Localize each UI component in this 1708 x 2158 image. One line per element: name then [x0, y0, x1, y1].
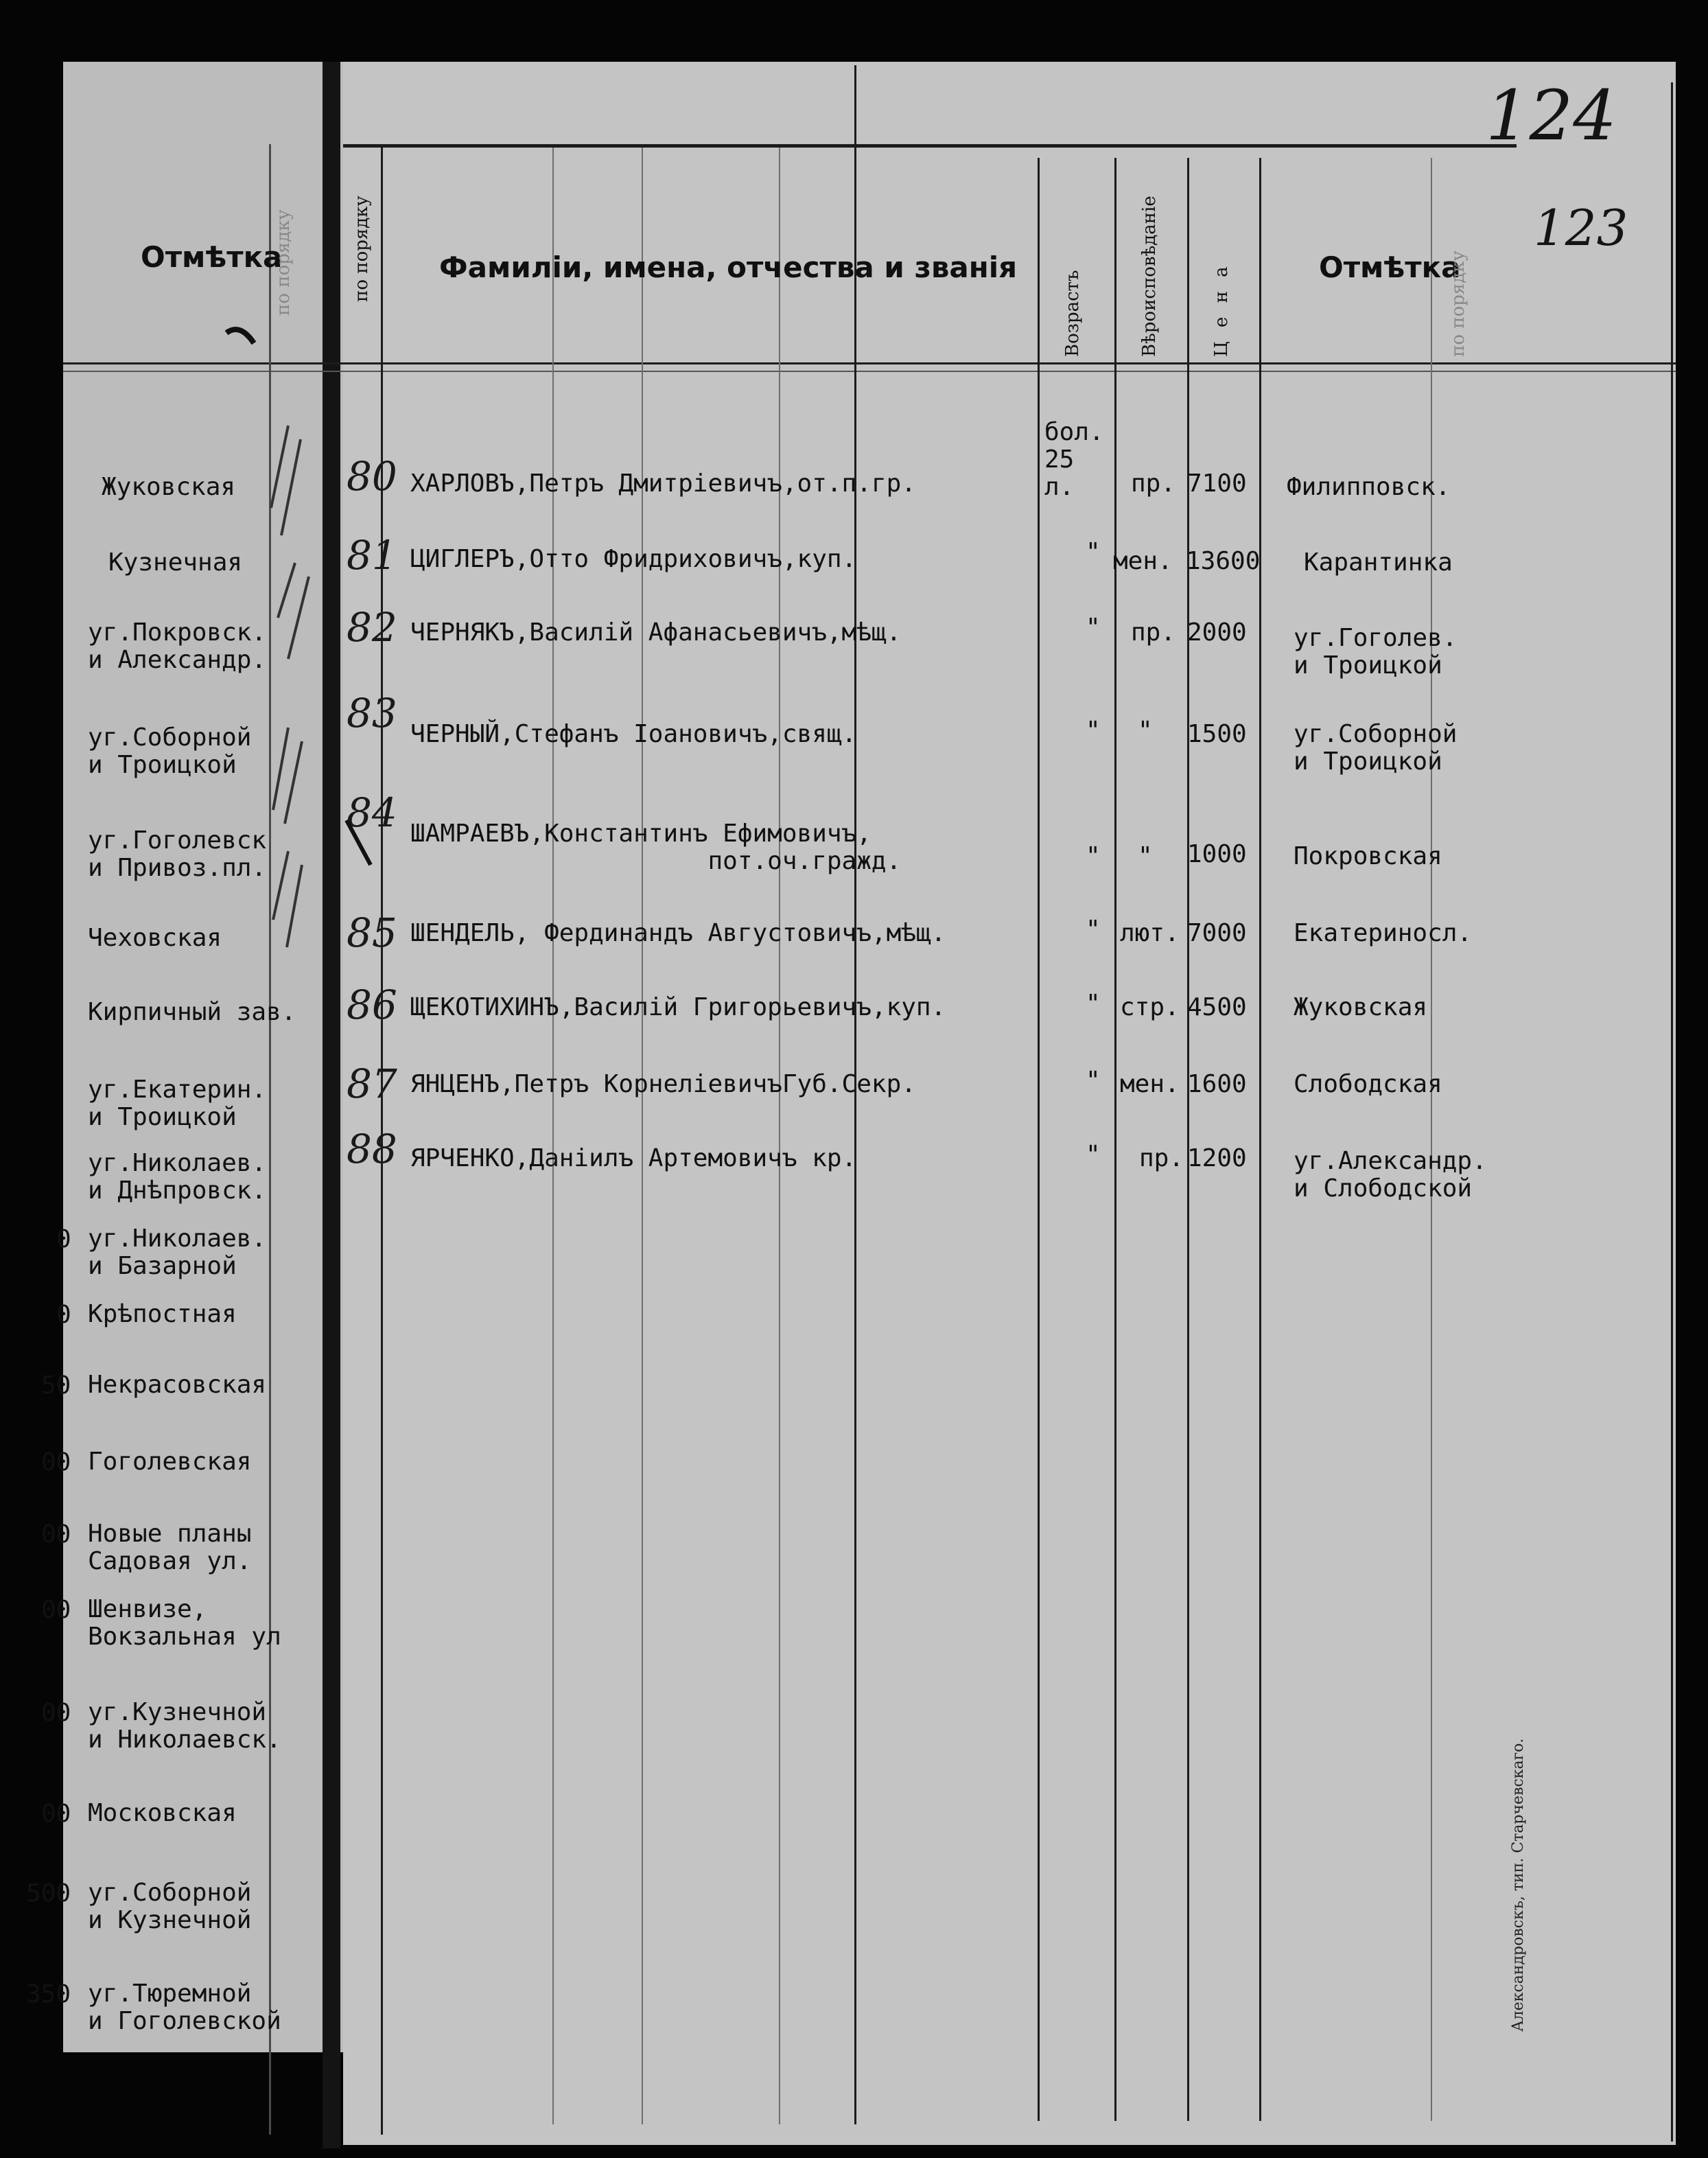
header-top-rule	[343, 144, 1517, 148]
row-age: "	[1086, 1067, 1101, 1095]
row-religion: пр.	[1131, 469, 1176, 498]
row-number: 81	[347, 532, 397, 579]
names-header: Фамиліи, имена, отчества и званія	[439, 251, 1018, 284]
left-prefix: 350	[26, 1980, 71, 2008]
left-page-strip	[63, 62, 344, 2052]
row-age: "	[1086, 717, 1101, 745]
row-mark: уг.Гоголев. и Троицкой	[1294, 624, 1458, 680]
row-religion: пр.	[1131, 618, 1176, 647]
row-religion: стр.	[1120, 993, 1180, 1021]
order-header: по порядку	[351, 196, 372, 302]
row-address: Чеховская	[88, 924, 222, 952]
left-entry: Крѣпостная	[88, 1300, 237, 1328]
left-prefix: 00	[41, 1596, 71, 1624]
left-mark-header: Отмѣтка	[141, 240, 283, 274]
main-page	[343, 62, 1676, 2145]
row-age: "	[1086, 990, 1101, 1018]
row-name: ЧЕРНЫЙ,Стефанъ Іоановичъ,свящ.	[410, 720, 857, 748]
row-price: 7000	[1187, 919, 1247, 947]
col-rule-faint-1	[552, 148, 554, 2124]
price-header: Ц е н а	[1211, 262, 1232, 357]
row-number: 85	[347, 909, 397, 956]
row-address: уг.Гоголевск и Привоз.пл.	[88, 826, 267, 882]
row-address: уг.Екатерин. и Троицкой	[88, 1076, 267, 1131]
left-prefix: 00	[41, 1448, 71, 1476]
row-religion: мен.	[1113, 547, 1173, 575]
row-religion: "	[1138, 842, 1153, 870]
left-prefix: 0	[56, 1225, 71, 1253]
header-bottom-rule	[63, 362, 1676, 364]
row-price: 1500	[1187, 720, 1247, 748]
row-address: Кузнечная	[108, 548, 243, 577]
row-price: 13600	[1186, 547, 1261, 575]
col-rule-faint-3	[779, 148, 780, 2124]
row-religion: "	[1138, 717, 1153, 745]
age-col-rule	[1038, 158, 1040, 2121]
religion-col-rule	[1114, 158, 1116, 2121]
binding-spine	[323, 62, 340, 2148]
row-price: 1000	[1187, 840, 1247, 868]
row-number: 88	[347, 1126, 397, 1172]
left-entry: Московская	[88, 1799, 237, 1827]
row-price: 7100	[1187, 469, 1247, 498]
col-rule-faint-2	[642, 148, 643, 2124]
left-prefix: 50	[41, 1371, 71, 1400]
row-price: 1200	[1187, 1144, 1247, 1172]
left-entry: Новые планы Садовая ул.	[88, 1520, 252, 1575]
left-prefix: 00	[41, 1699, 71, 1727]
page-number-123: 123	[1534, 199, 1628, 257]
religion-header: Вѣроисповѣданіе	[1139, 196, 1160, 357]
row-name: ЩЕКОТИХИНЪ,Василій Григорьевичъ,куп.	[410, 993, 946, 1021]
row-name: ЯНЦЕНЪ,Петръ КорнеліевичъГуб.Секр.	[410, 1070, 916, 1098]
row-price: 2000	[1187, 618, 1247, 647]
left-entry: Шенвизе, Вокзальная ул	[88, 1595, 281, 1651]
row-age: "	[1086, 538, 1101, 566]
row-name: ЧЕРНЯКЪ,Василій Афанасьевичъ,мѣщ.	[410, 618, 902, 647]
right-mark-header: Отмѣтка	[1319, 251, 1461, 284]
age-header: Возрастъ	[1062, 270, 1083, 357]
row-price: 1600	[1187, 1070, 1247, 1098]
row-name: ШАМРАЕВЪ,Константинъ Ефимовичъ, пот.оч.гражд.	[410, 820, 902, 875]
left-entry: Гоголевская	[88, 1448, 252, 1476]
left-entry: уг.Кузнечной и Николаевск.	[88, 1698, 281, 1754]
row-religion: пр.	[1139, 1144, 1184, 1172]
row-mark: Жуковская	[1294, 993, 1428, 1021]
row-number: 83	[347, 690, 397, 736]
right-order-rule	[1431, 158, 1432, 2121]
row-address: Кирпичный зав.	[88, 998, 296, 1026]
row-name: ЦИГЛЕРЪ,Отто Фридриховичъ,куп.	[410, 545, 857, 573]
left-entry: уг.Соборной и Кузнечной	[88, 1879, 252, 1934]
left-entry: уг.Николаев. и Базарной	[88, 1225, 267, 1280]
row-age: "	[1086, 842, 1101, 870]
left-prefix: 500	[26, 1879, 71, 1907]
left-entry: Некрасовская	[88, 1371, 267, 1399]
row-name: ШЕНДЕЛЬ, Фердинандъ Августовичъ,мѣщ.	[410, 919, 946, 947]
row-age: бол. 25 л.	[1044, 418, 1104, 501]
row-mark: уг.Александр. и Слободской	[1294, 1147, 1487, 1203]
row-name: ХАРЛОВЪ,Петръ Дмитріевичъ,от.п.гр.	[410, 469, 916, 498]
left-prefix: 0	[56, 1301, 71, 1329]
row-mark: Покровская	[1294, 842, 1442, 870]
printer-imprint: Александровскъ, тип. Старчевскаго.	[1510, 1738, 1527, 2032]
row-age: "	[1086, 916, 1101, 944]
row-name: ЯРЧЕНКО,Даніилъ Артемовичъ кр.	[410, 1144, 857, 1172]
page-edge-rule	[1671, 82, 1673, 2142]
mark-col-rule	[1259, 158, 1261, 2121]
row-address: уг.Покровск. и Александр.	[88, 618, 267, 674]
row-mark: Слободская	[1294, 1070, 1442, 1098]
row-mark: Екатериносл.	[1294, 919, 1473, 947]
left-entry: уг.Тюремной и Гоголевской	[88, 1980, 281, 2035]
row-mark: Карантинка	[1304, 548, 1453, 577]
right-order-header: по порядку	[1448, 251, 1469, 357]
row-age: "	[1086, 1141, 1101, 1169]
page-number-124: 124	[1486, 76, 1617, 156]
row-number: 86	[347, 982, 397, 1028]
row-number: 80	[347, 453, 397, 500]
row-age: "	[1086, 614, 1101, 642]
left-prefix: 00	[41, 1520, 71, 1548]
row-religion: мен.	[1120, 1070, 1180, 1098]
row-number: 87	[347, 1060, 397, 1107]
left-order-header: по порядку	[273, 209, 294, 316]
row-religion: лют.	[1120, 919, 1180, 947]
left-col-rule	[269, 144, 271, 2135]
price-col-rule	[1187, 158, 1189, 2121]
row-mark: уг.Соборной и Троицкой	[1294, 720, 1458, 776]
header-bottom-rule-2	[63, 371, 1676, 372]
row-address: уг.Соборной и Троицкой	[88, 723, 252, 779]
row-mark: Филипповск.	[1287, 473, 1451, 501]
left-prefix: 00	[41, 1800, 71, 1828]
row-address: уг.Николаев. и Днѣпровск.	[88, 1149, 267, 1205]
row-number: 84	[347, 789, 397, 836]
row-address: Жуковская	[102, 473, 236, 501]
row-price: 4500	[1187, 993, 1247, 1021]
row-number: 82	[347, 604, 397, 651]
